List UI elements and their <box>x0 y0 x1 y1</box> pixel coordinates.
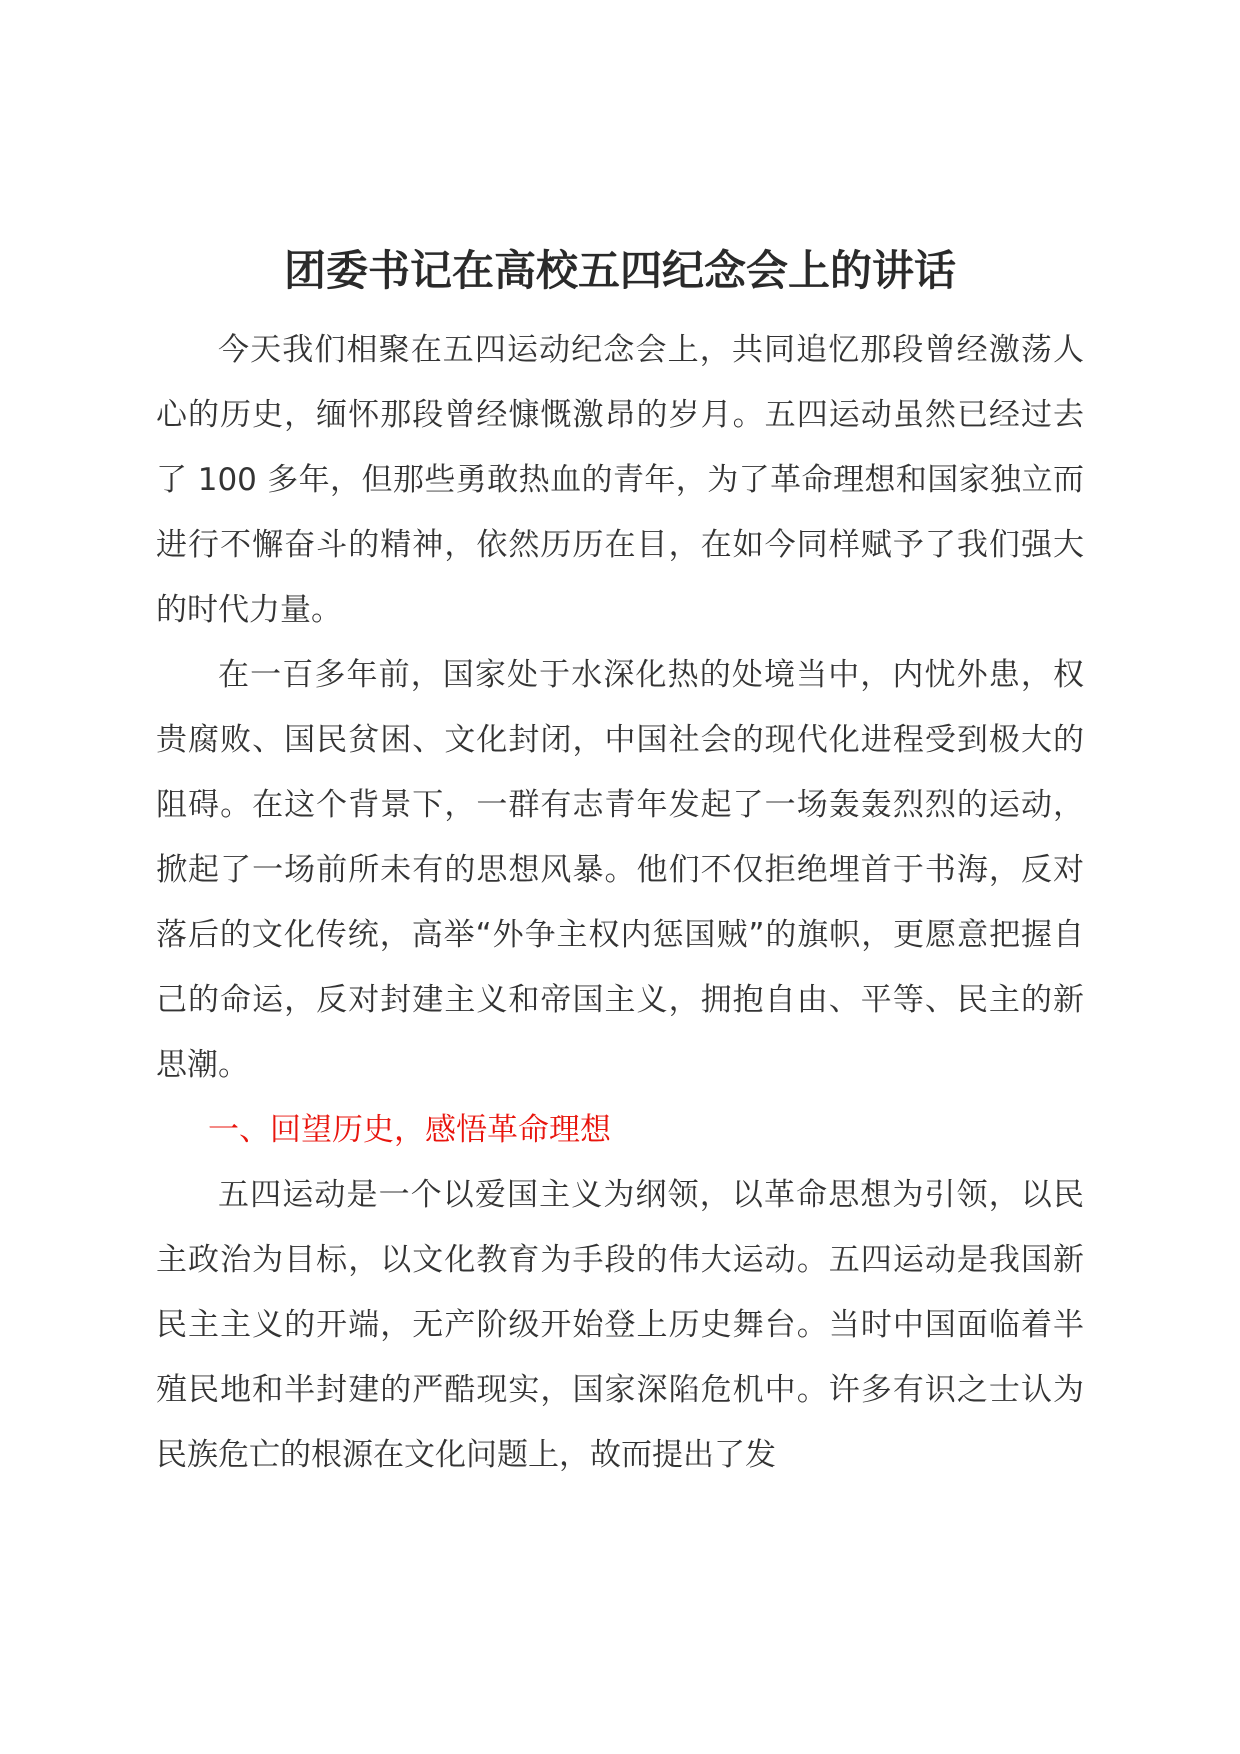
paragraph-background: 在一百多年前，国家处于水深化热的处境当中，内忧外患，权贵腐败、国民贫困、文化封闭，中国社会的现代化进程受到极大的阻碍。在这个背景下，一群有志青年发起了一场轰轰烈烈的运动，掀起了一场前所未有的思想风暴。他们不仅拒绝埋首于书海，反对落后的文化传统，高举“外争主权内惩国贼”的旗帜，更愿意把握自己的命运，反对封建主义和帝国主义，拥抱自由、平等、民主的新思潮。 <box>156 657 1084 1083</box>
section-heading: 一、回望历史，感悟革命理想 <box>208 1112 611 1148</box>
document-title: 团委书记在高校五四纪念会上的讲话 <box>283 246 956 295</box>
document-page <box>156 246 1084 1488</box>
paragraph-intro: 今天我们相聚在五四运动纪念会上，共同追忆那段曾经激荡人心的历史，缅怀那段曾经慷慨激昂的岁月。五四运动虽然已经过去了 100 多年，但那些勇敢热血的青年，为了革命理想和国家独立而进行不懈奋斗的精神，依然历历在目，在如今同样赋予了我们强大的时代力量。 <box>156 332 1084 628</box>
paragraph-section-1: 五四运动是一个以爱国主义为纲领，以革命思想为引领，以民主政治为目标，以文化教育为手段的伟大运动。五四运动是我国新民主主义的开端，无产阶级开始登上历史舞台。当时中国面临着半殖民地和半封建的严酷现实，国家深陷危机中。许多有识之士认为民族危亡的根源在文化问题上，故而提出了发 <box>156 1177 1084 1473</box>
